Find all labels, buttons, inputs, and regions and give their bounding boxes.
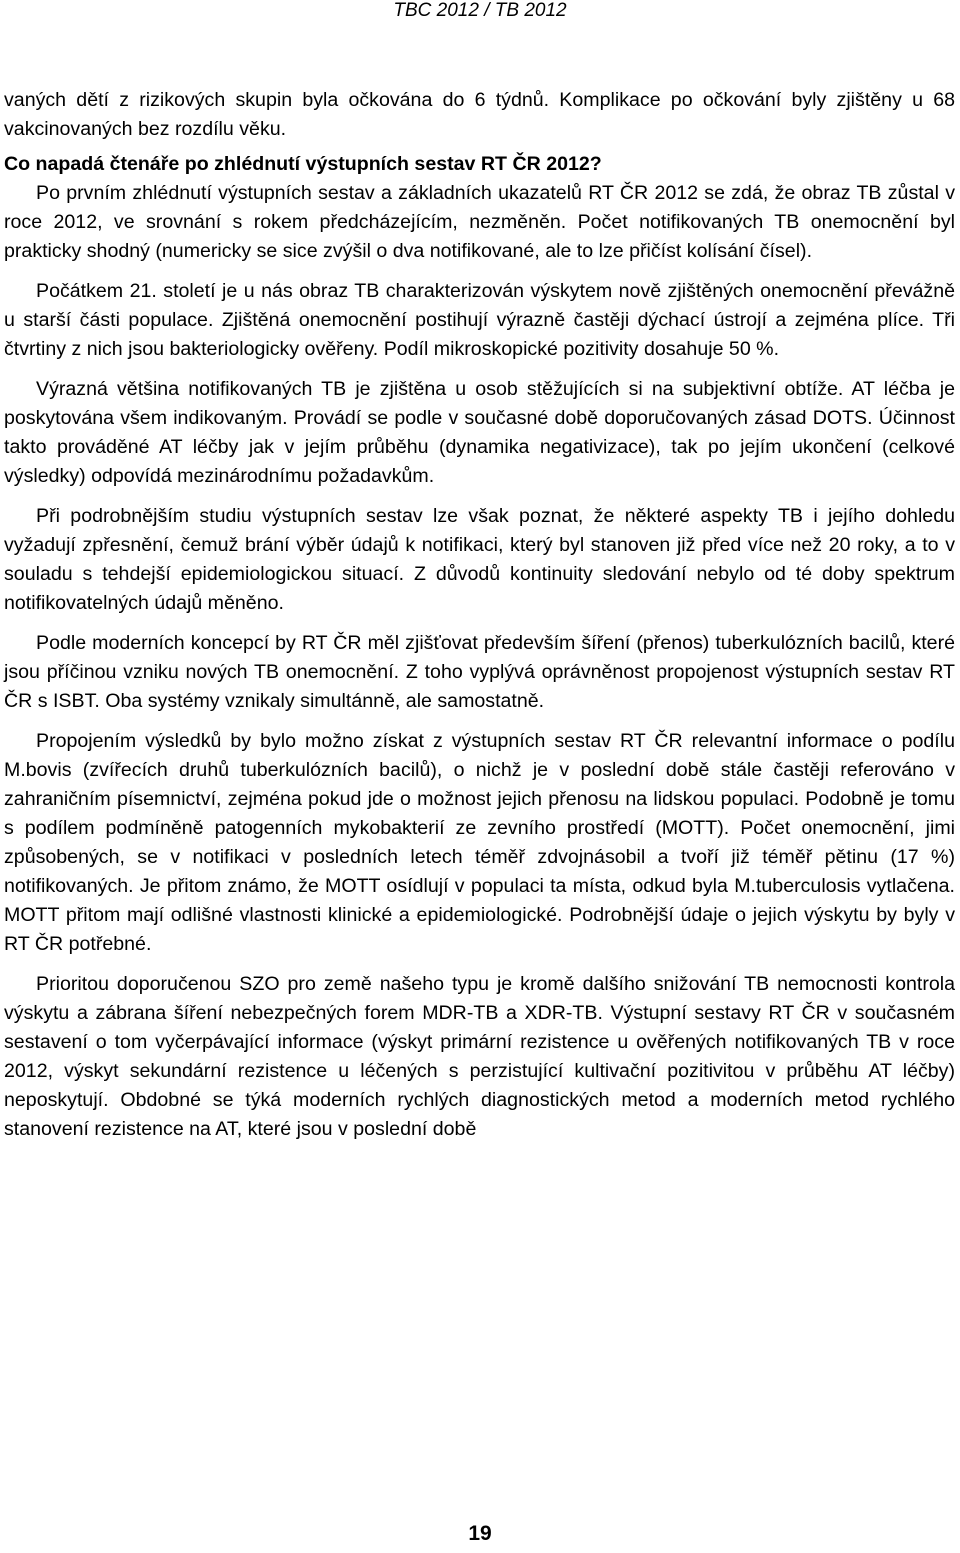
paragraph-linking-results: Propojením výsledků by bylo možno získat z výstupních sestav RT ČR relevantní informace o podílu M.bovis (zvířecích druhů tuberkulózních bacilů), o nichž je v poslední době stále častěji referováno v zahraničním písemnictví, zejména pokud jde o možnost jejich přenosu na lidskou populaci. Podobně je tomu s podílem podmíněně patogenních mykobakterií ze zevního prostředí (MOTT). Počet onemocnění, jimi způsobených, se v notifikaci v posledních letech téměř zdvojnásobil a tvoří již téměř pětinu (17 %) notifikovaných. Je přitom známo, že MOTT osídlují v populaci ta místa, odkud byla M.tuberculosis vytlačena. MOTT přitom mají odlišné vlastnosti klinické a epidemiologické. Podrobnější údaje o jejich výskytu by byly v RT ČR potřebné. (4, 730, 955, 955)
paragraph-who-priority: Prioritou doporučenou SZO pro země našeho typu je kromě dalšího snižování TB nemocnosti kontrola výskytu a zábrana šíření nebezpečných forem MDR-TB a XDR-TB. Výstupní sestavy RT ČR v současném sestavení o tom vyčerpávající informace (výskyt primární rezistence u ověřených notifikovaných TB v roce 2012, výskyt sekundární rezistence u léčených s perzistující kultivační pozitivitou v průběhu AT léčby) neposkytují. Obdobné se týká moderních rychlých diagnostických metod a moderních metod rychlého stanovení rezistence na AT, které jsou v poslední době (4, 973, 955, 1140)
running-header: TBC 2012 / TB 2012 (393, 0, 567, 21)
section-heading: Co napadá čtenáře po zhlédnutí výstupních sestav RT ČR 2012? (4, 153, 602, 175)
page-number: 19 (468, 1522, 492, 1545)
paragraph-subjective-complaints: Výrazná většina notifikovaných TB je zjištěna u osob stěžujících si na subjektivní obtíže. AT léčba je poskytována všem indikovaným. Provádí se podle v současné době doporučovaných zásad DOTS. Účinnost takto prováděné AT léčby jak v jejím průběhu (dynamika negativizace), tak po jejím ukončení (celkové výsledky) odpovídá mezinárodnímu požadavkům. (4, 378, 955, 487)
paragraph-vaccination-continued: vaných dětí z rizikových skupin byla očkována do 6 týdnů. Komplikace po očkování byly zjištěny u 68 vakcinovaných bez rozdílu věku. (4, 89, 955, 140)
paragraph-first-impression: Po prvním zhlédnutí výstupních sestav a základních ukazatelů RT ČR 2012 se zdá, že obraz TB zůstal v roce 2012, ve srovnání s rokem předcházejícím, nezměněn. Počet notifikovaných TB onemocnění byl prakticky shodný (numericky se sice zvýšil o dva notifikované, ale to lze přičíst kolísání čísel). (4, 182, 955, 262)
document-body (4, 86, 955, 1144)
paragraph-modern-concepts: Podle moderních koncepcí by RT ČR měl zjišťovat především šíření (přenos) tuberkulózních bacilů, které jsou příčinou vzniku nových TB onemocnění. Z toho vyplývá oprávněnost propojenost výstupních sestav RT ČR s ISBT. Oba systémy vznikaly simultánně, ale samostatně. (4, 632, 955, 712)
paragraph-detailed-study: Při podrobnějším studiu výstupních sestav lze však poznat, že některé aspekty TB i jejího dohledu vyžadují zpřesnění, čemuž brání výběr údajů k notifikaci, který byl stanoven již před více než 20 roky, a to v souladu s tehdejší epidemiologickou situací. Z důvodů kontinuity sledování nebylo od té doby spektrum notifikovatelných údajů měněno. (4, 505, 955, 614)
paragraph-21st-century: Počátkem 21. století je u nás obraz TB charakterizován výskytem nově zjištěných onemocnění převážně u starší části populace. Zjištěná onemocnění postihují výrazně častěji dýchací ústrojí a zejména plíce. Tři čtvrtiny z nich jsou bakteriologicky ověřeny. Podíl mikroskopické pozitivity dosahuje 50 %. (4, 280, 955, 360)
